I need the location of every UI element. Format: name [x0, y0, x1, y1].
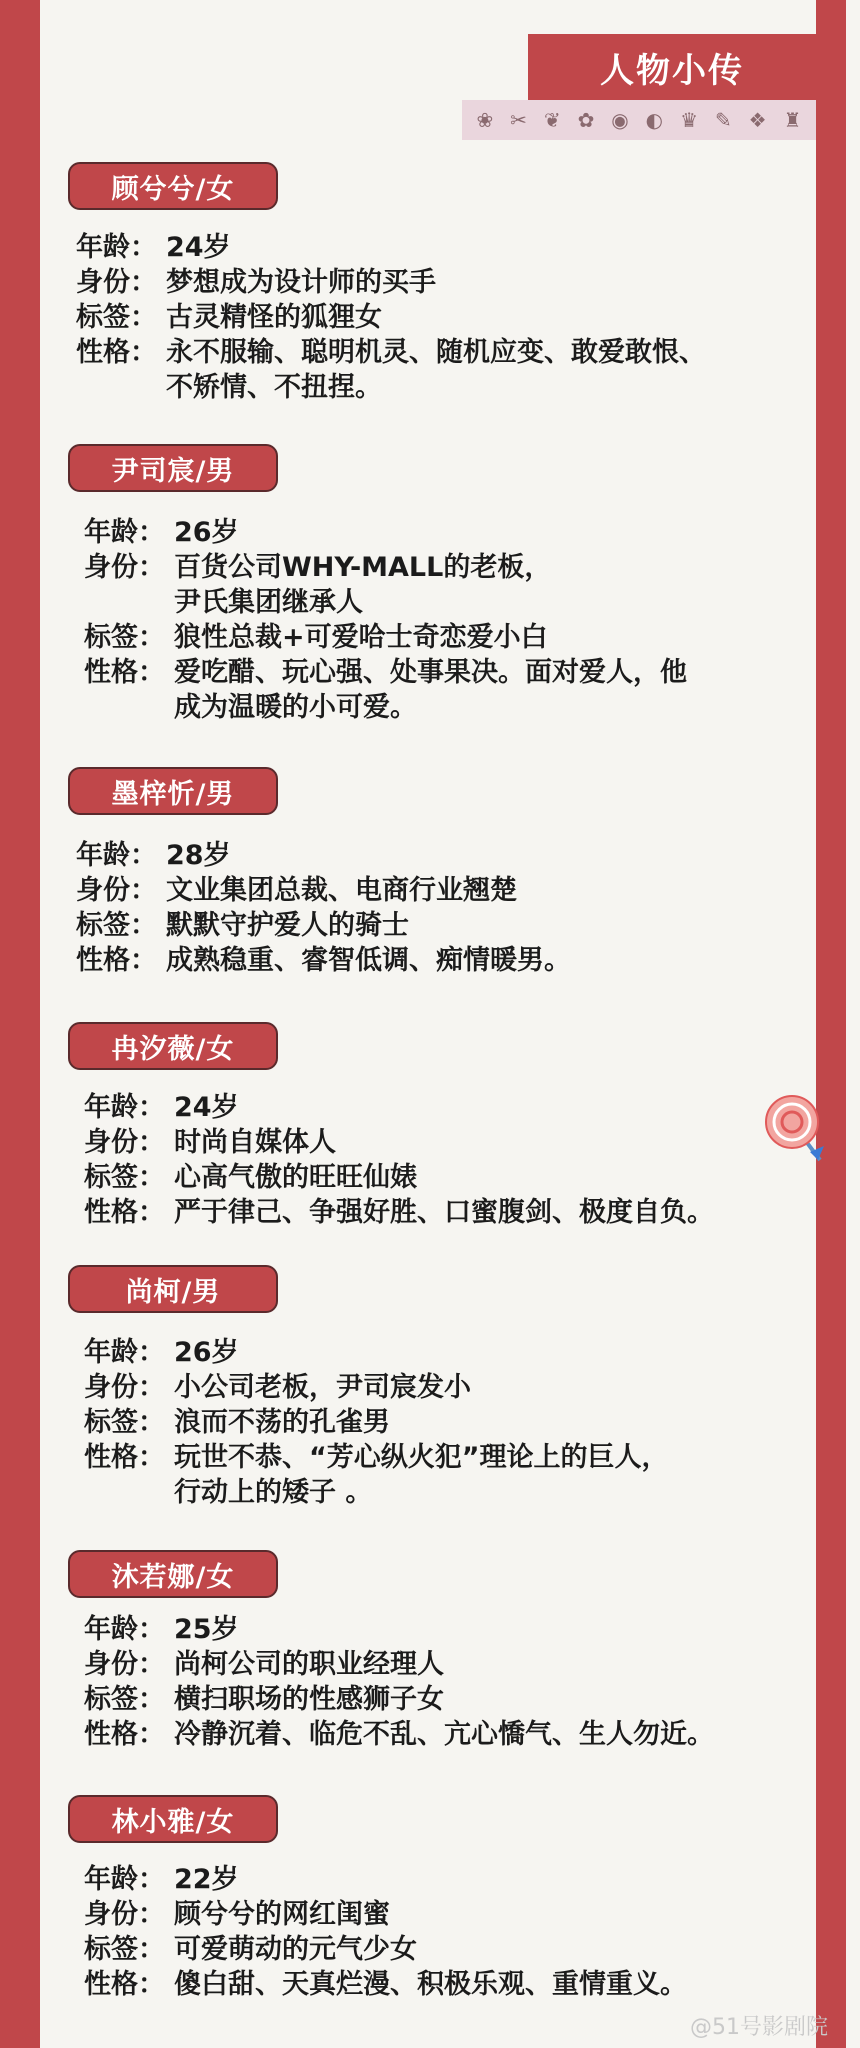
- character-info: [84, 1862, 687, 2002]
- character-info: [76, 838, 571, 978]
- right-red-border: [816, 0, 846, 2048]
- character-name-tag: 墨梓忻/男: [68, 767, 278, 815]
- info-row-identity: 身份： 百货公司WHY-MALL的老板，: [84, 552, 552, 583]
- info-row-continuation: 成为温暖的小可爱。: [174, 692, 417, 723]
- info-row-personality: 性格： 严于律己、争强好胜、口蜜腹剑、极度自负。: [84, 1197, 714, 1228]
- left-red-border: [0, 0, 40, 2048]
- character-name-tag: 尹司宸/男: [68, 444, 278, 492]
- info-row-tag: 标签： 浪而不荡的孔雀男: [84, 1407, 390, 1438]
- info-row-tag: 标签： 默默守护爱人的骑士: [76, 910, 409, 941]
- info-row-age: 年龄： 24岁: [76, 232, 231, 263]
- character-name-tag: 林小雅/女: [68, 1795, 278, 1843]
- character-name-tag: 沐若娜/女: [68, 1550, 278, 1598]
- info-row-identity: 身份： 尚柯公司的职业经理人: [84, 1649, 444, 1680]
- crown-icon: ♛: [680, 108, 698, 132]
- info-row-personality: 性格： 成熟稳重、睿智低调、痴情暖男。: [76, 945, 571, 976]
- tower-icon: ♜: [783, 108, 802, 132]
- info-row-age: 年龄： 26岁: [84, 517, 239, 548]
- scissors-icon: ✂: [510, 108, 527, 132]
- page-title: 人物小传: [528, 34, 816, 100]
- decorative-strip: [462, 100, 816, 140]
- info-row-continuation: 不矫情、不扭捏。: [166, 372, 382, 403]
- watermark: @51号影剧院: [690, 2015, 828, 2040]
- character-info: [84, 1335, 669, 1510]
- character-info: [84, 515, 687, 725]
- button-icon: ◉: [611, 108, 629, 132]
- info-row-personality: 性格： 冷静沉着、临危不乱、亢心憍气、生人勿近。: [84, 1719, 714, 1750]
- info-row-age: 年龄： 24岁: [84, 1092, 239, 1123]
- info-row-age: 年龄： 22岁: [84, 1864, 239, 1895]
- info-row-tag: 标签： 横扫职场的性感狮子女: [84, 1684, 444, 1715]
- character-info: [76, 230, 706, 405]
- info-row-identity: 身份： 时尚自媒体人: [84, 1127, 336, 1158]
- info-row-age: 年龄： 28岁: [76, 840, 231, 871]
- info-row-tag: 标签： 狼性总裁+可爱哈士奇恋爱小白: [84, 622, 548, 653]
- character-name-tag: 顾兮兮/女: [68, 162, 278, 210]
- leaf-icon: ❦: [543, 108, 561, 132]
- info-row-tag: 标签： 可爱萌动的元气少女: [84, 1934, 417, 1965]
- character-name-tag: 尚柯/男: [68, 1265, 278, 1313]
- character-name-tag: 冉汐薇/女: [68, 1022, 278, 1070]
- pencil-icon: ✎: [714, 108, 732, 132]
- info-row-tag: 标签： 古灵精怪的狐狸女: [76, 302, 382, 333]
- info-row-personality: 性格： 玩世不恭、“芳心纵火犯”理论上的巨人，: [84, 1442, 669, 1473]
- info-row-personality: 性格： 爱吃醋、玩心强、处事果决。面对爱人，他: [84, 657, 687, 688]
- info-row-personality: 性格： 永不服输、聪明机灵、随机应变、敢爱敢恨、: [76, 337, 706, 368]
- info-row-tag: 标签： 心高气傲的旺旺仙婊: [84, 1162, 417, 1193]
- right-edge: [846, 0, 860, 2048]
- blossom-icon: ✿: [577, 108, 595, 132]
- character-info: [84, 1090, 714, 1230]
- info-row-identity: 身份： 小公司老板，尹司宸发小: [84, 1372, 471, 1403]
- info-row-identity: 身份： 文业集团总裁、电商行业翘楚: [76, 875, 517, 906]
- info-row-age: 年龄： 25岁: [84, 1614, 239, 1645]
- info-row-identity: 身份： 梦想成为设计师的买手: [76, 267, 436, 298]
- lollipop-icon: [762, 1090, 832, 1170]
- info-row-personality: 性格： 傻白甜、天真烂漫、积极乐观、重情重义。: [84, 1969, 687, 2000]
- diamond-icon: ❖: [748, 108, 767, 132]
- info-row-continuation: 尹氏集团继承人: [174, 587, 363, 618]
- info-row-identity: 身份： 顾兮兮的网红闺蜜: [84, 1899, 390, 1930]
- info-row-continuation: 行动上的矮子 。: [174, 1477, 373, 1508]
- flower-icon: ❀: [476, 108, 494, 132]
- info-row-age: 年龄： 26岁: [84, 1337, 239, 1368]
- circle-icon: ◐: [645, 108, 664, 132]
- character-info: [84, 1612, 714, 1752]
